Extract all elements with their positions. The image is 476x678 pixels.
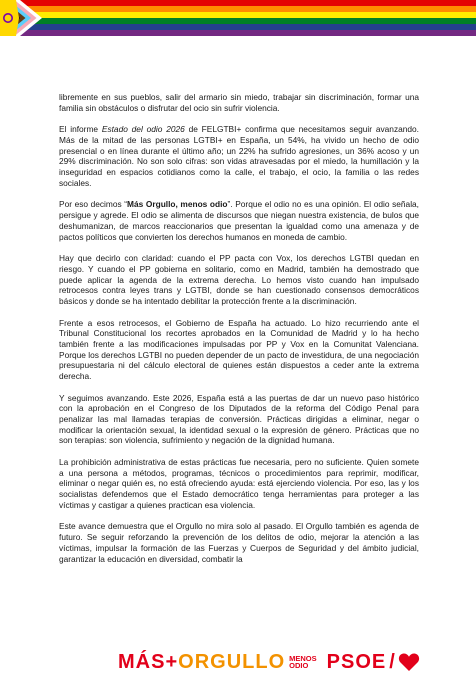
rainbow-stripe [0, 18, 476, 24]
body-paragraph [59, 457, 419, 511]
footer-slogan [118, 651, 458, 673]
rainbow-stripe [0, 24, 476, 30]
slogan-menos-odio [289, 655, 317, 670]
paragraph-text: Frente a esos retrocesos, el Gobierno de España ha actuado. Lo hizo recurriendo ante el Tribunal Constitucional los recortes aprobados en la Comunidad de Madrid y lo ha hecho también frente a las modificaciones impulsadas por PP y Vox en la Comunitat Valenciana. Porque los derechos LGTBI no pueden depender de un pacto de investidura, de una negociación presupuestaria ni del cálculo electoral de quienes están dispuestos a ceder ante la extrema derecha. [59, 317, 419, 382]
italic-text: Estado del odio 2026 [101, 124, 185, 135]
body-paragraph [59, 199, 419, 242]
body-paragraph [59, 521, 419, 564]
rainbow-stripe [0, 6, 476, 12]
body-paragraph [59, 318, 419, 382]
rainbow-stripe [0, 30, 476, 36]
paragraph-text: Por eso decimos “ [59, 199, 128, 210]
bold-text: Más Orgullo, menos odio [127, 199, 228, 210]
paragraph-text: El informe [59, 124, 102, 135]
slash-mark: / [389, 650, 396, 673]
paragraph-text: Y seguimos avanzando. Este 2026, España está a las puertas de dar un nuevo paso histórico con la aprobación en el Congreso de los Diputados de la reforma del Código Penal para penalizar las mal llamadas terapias de conversión. Prácticas dirigidas a eliminar, negar o modificar la orientación sexual, la identidad sexual o la expresión de género. Prácticas que no son terapias: son violencia, sufrimiento y negación de la dignidad humana. [59, 392, 419, 446]
paragraph-text: Hay que decirlo con claridad: cuando el PP pacta con Vox, los derechos LGTBI quedan en riesgo. Y cuando el PP gobierna en solitario, como en Madrid, también ha demostrado que puede aplicar la agenda de la extrema derecha. Lo hemos visto cuando han impulsado retrocesos contra leyes trans y LGTBI, donde se han cuestionado consensos democráticos básicos y donde se ha intentado debilitar la protección frente a la discriminación. [59, 253, 419, 306]
paragraph-text: libremente en sus pueblos, salir del armario sin miedo, trabajar sin discriminación, formar una familia sin obstáculos o disfrutar del ocio sin sufrir violencia. [59, 92, 419, 113]
slogan-odio: ODIO [289, 661, 309, 670]
body-paragraph [59, 253, 419, 307]
body-paragraph [59, 92, 419, 113]
paragraph-text: La prohibición administrativa de estas prácticas fue necesaria, pero no suficiente. Quien somete a una persona a métodos, programas, técnicos o procedimientos para reprimir, modificar, eliminar o negar quién es, no está ofreciendo ayuda: está ejerciendo violencia. Por eso, las y los socialistas defendemos que el Estado democrático tenga herramientas para proteger a las víctimas y castigar a quienes practican esa violencia. [59, 457, 419, 510]
slogan-menos: MENOS [289, 653, 317, 663]
paragraph-text: ”. Porque el odio no es una opinión. El odio señala, persigue y agrede. El odio se alimenta de discursos que niegan nuestra existencia, de bulos que deshumanizan, de marcos reaccionarios que presentan la igualdad como una amenaza y de pactos políticos que convierten los derechos humanos en moneda de cambio. [59, 199, 420, 242]
heart-icon [398, 652, 420, 672]
psoe-logo-text: PSOE [326, 650, 387, 673]
progress-pride-flag [0, 0, 476, 36]
paragraph-text: de FELGTBI+ confirma que necesitamos seguir avanzando. Más de la mitad de las personas LGTBI+ en España, un 54%, ha vivido un hecho de odio presencial o en línea durante el último año; un 22% ha sufrido agresiones, un 36% acoso y un 29% discriminación. No son solo cifras: son vidas atravesadas por el miedo, la humillación y la inseguridad en espacios cotidianos como la calle, el trabajo, el ocio, la familia o las redes sociales. [59, 124, 419, 188]
plus-icon: + [165, 650, 179, 673]
slogan-mas: MÁS [118, 650, 166, 673]
rainbow-stripe [0, 12, 476, 18]
intersex-chevron [0, 0, 19, 36]
document-body [59, 92, 419, 575]
rainbow-stripe [0, 0, 476, 6]
paragraph-text: Este avance demuestra que el Orgullo no mira solo al pasado. El Orgullo también es agenda de futuro. Se seguir reforzando la prevención de los delitos de odio, mejorar la atención a las víctimas, impulsar la formación de las Fuerzas y Cuerpos de Seguridad y del ámbito judicial, garantizar la educación en diversidad, combatir la [59, 521, 419, 564]
body-paragraph [59, 124, 419, 188]
body-paragraph [59, 393, 419, 447]
slogan-orgullo: ORGULLO [178, 650, 286, 673]
